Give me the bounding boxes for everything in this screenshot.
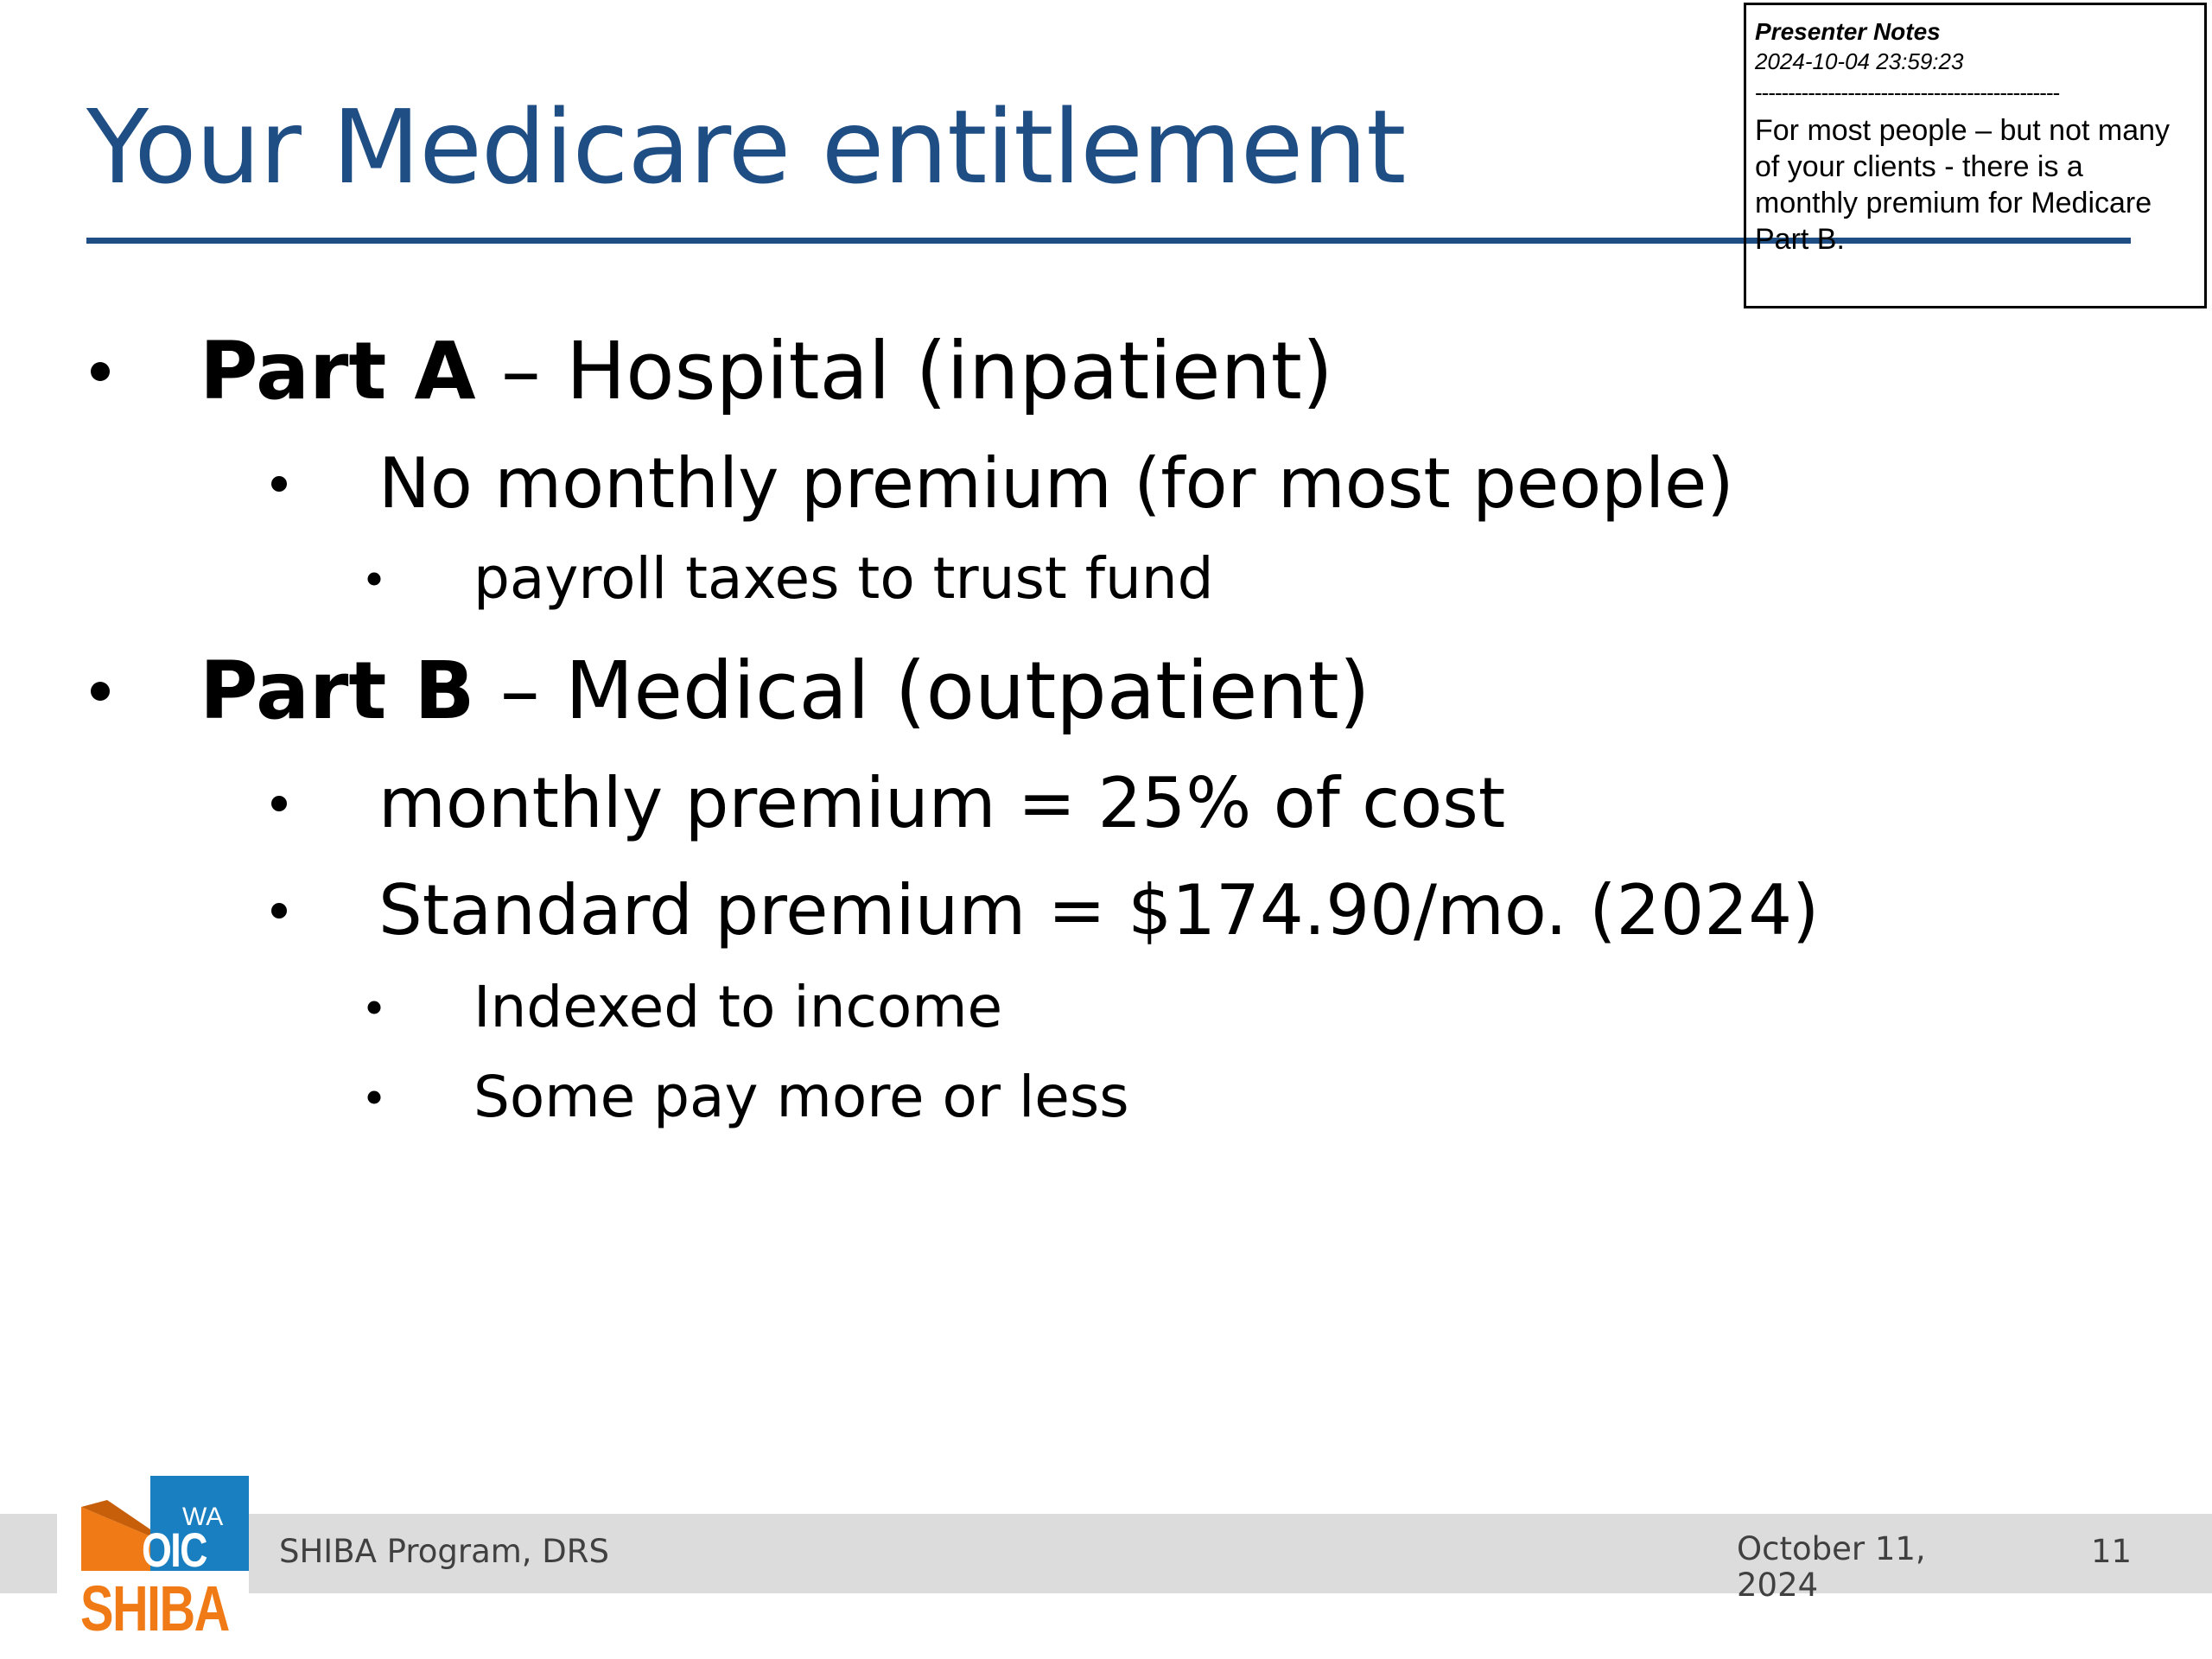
bullet-text: Standard premium = $174.90/mo. (2024) [378,870,1820,950]
notes-body: For most people – but not many of your clients - there is a monthly premium for Medicare Part B. [1755,114,2171,256]
bullet-dot [271,796,287,811]
bullet-text: monthly premium = 25% of cost [378,763,1506,843]
bullet-text: Some pay more or less [474,1064,1129,1130]
bullet-dot [368,1091,381,1104]
logo-oic-text: OIC [142,1522,207,1577]
bullet-dot [91,682,110,701]
bullet-text: Indexed to income [474,974,1003,1040]
bullet-indexed-to-income [374,971,1584,1044]
bullet-pay-more-or-less [374,1061,1584,1134]
footer-page-number: 11 [2091,1533,2133,1570]
slide-title: Your Medicare entitlement [86,87,1406,207]
bullet-standard-premium [279,868,1834,954]
presenter-notes [1744,3,2207,308]
notes-timestamp: 2024-10-04 23:59:23 [1755,48,1964,74]
bullet-text: – Hospital (inpatient) [475,325,1333,417]
bullet-dot [368,1001,381,1014]
notes-heading: Presenter Notes [1755,18,1941,45]
bullet-dot [368,573,381,586]
bullet-bold: Part B [200,645,475,737]
bullet-text: No monthly premium (for most people) [378,443,1734,524]
oic-shiba-logo [57,1476,249,1645]
logo-wa-text: WA [182,1503,224,1531]
bullet-dot [271,903,287,918]
footer-program: SHIBA Program, DRS [279,1533,609,1570]
bullet-monthly-premium [279,760,1748,847]
bullet-part-b [100,644,1370,739]
bullet-payroll-taxes [374,543,1584,615]
bullet-dot [91,362,110,381]
bullet-text: payroll taxes to trust fund [474,545,1214,612]
notes-separator: ---------------------------------------------- [1755,81,2060,104]
bullet-part-a [100,324,1333,419]
bullet-text: – Medical (outpatient) [474,645,1370,737]
bullet-no-monthly-premium [279,441,1748,527]
logo-shiba-text: SHIBA [80,1573,229,1644]
footer-date: October 11, 2024 [1737,1530,1926,1604]
bullet-bold: Part A [200,325,476,417]
bullet-dot [271,476,287,492]
